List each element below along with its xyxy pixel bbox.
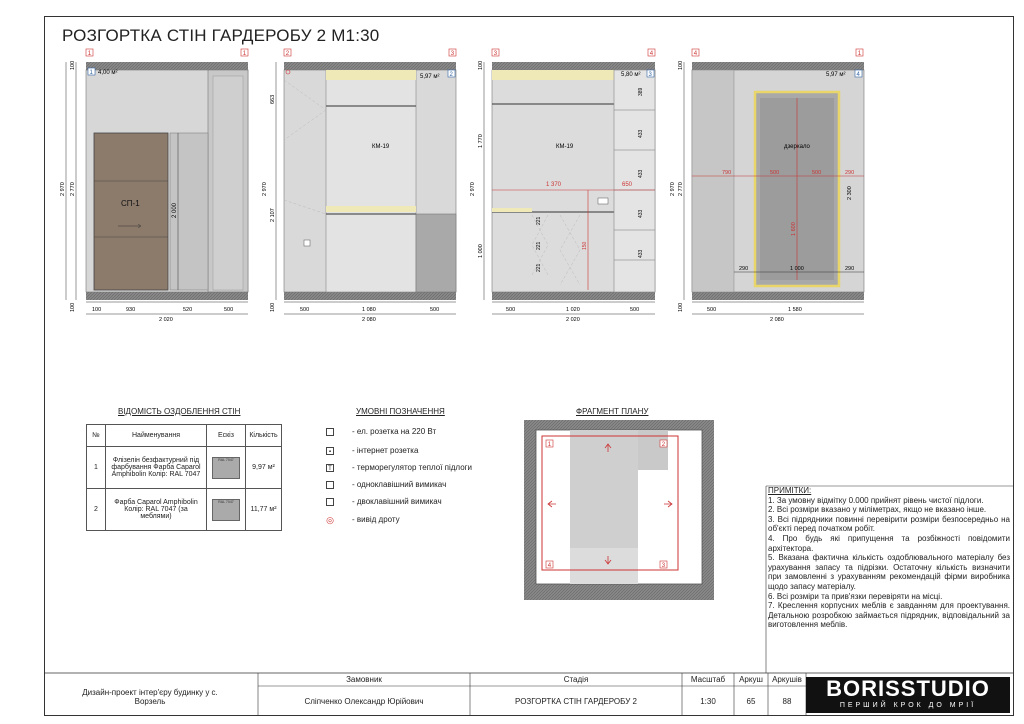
svg-text:100: 100 [92, 307, 102, 313]
svg-text:1 000: 1 000 [478, 244, 484, 258]
svg-text:КМ-19: КМ-19 [372, 144, 390, 150]
svg-text:2: 2 [449, 72, 453, 78]
svg-text:500: 500 [224, 307, 234, 313]
svg-text:2 000: 2 000 [172, 202, 178, 218]
sheet-value: 65 [746, 696, 756, 706]
svg-text:3: 3 [493, 51, 498, 57]
svg-text:290: 290 [845, 170, 855, 176]
svg-text:520: 520 [183, 307, 193, 313]
svg-text:1: 1 [89, 70, 93, 76]
legend-heading: УМОВНІ ПОЗНАЧЕННЯ [356, 407, 445, 416]
svg-text:2 970: 2 970 [670, 182, 676, 196]
legend-item: - ел. розетка на 220 Вт [326, 427, 436, 436]
stage-value: РОЗГОРТКА СТІН ГАРДЕРОБУ 2 [515, 696, 637, 706]
svg-text:1 080: 1 080 [362, 307, 376, 313]
svg-text:1 000: 1 000 [790, 266, 804, 272]
table-row: 1 Флізелін безфактурний під фарбування Фарба Caparol Amphibolin Колір: RAL 7047 RAL 7047 9,97 м² [87, 447, 282, 489]
svg-text:2 770: 2 770 [70, 182, 76, 196]
notes: ПРИМІТКИ: 1. За умовну відмітку 0.000 прийнят рівень чистої підлоги. 2. Всі розміри вказано у міліметрах, якщо не вказано інше. 3. Всі підрядники повинні перевірити розміри безпосередньо на об'єкті перед початком робіт. 4. Про будь які припущення та розбіжності повідомити архітектора. 5. Вказана фактична кількість оздоблювального матеріалу без урахування запасу та підрізки. Остаточну кількість визначити при замовленні з урахуванням рекомендацій фірми виробника щодо запасу матеріалу. 6. Всі розміри та прив'язки перевіряти на місці. 7. Креслення корпусних меблів є завданням для проектування. Детальною розробкою займається підрядник, відповідальний за виготовлення меблів. [768, 486, 1010, 630]
svg-text:290: 290 [845, 266, 855, 272]
svg-text:500: 500 [430, 307, 440, 313]
svg-text:1 020: 1 020 [566, 307, 580, 313]
svg-text:500: 500 [707, 307, 717, 313]
stage-label: Стадія [563, 675, 589, 684]
svg-text:1: 1 [242, 51, 247, 57]
svg-text:100: 100 [270, 302, 276, 312]
svg-text:4: 4 [693, 51, 698, 57]
project-name: Дизайн-проект інтер'єру будинку у с. Ворзель [82, 688, 218, 706]
svg-text:2 300: 2 300 [847, 186, 853, 200]
svg-text:1 580: 1 580 [788, 307, 802, 313]
svg-text:650: 650 [622, 182, 633, 188]
svg-text:2 970: 2 970 [60, 182, 66, 196]
finishes-table: № Найменування Ескіз Кількість 1 Флізелін безфактурний під фарбування Фарба Caparol Amphibolin Колір: RAL 7047 RAL 7047 9,97 м² 2 Фарба Caparol Amphibolin Колір: RAL 7047 (за меблями) RAL 7047 11,77 м² [86, 424, 282, 531]
swatch-ral7047: RAL 7047 [212, 499, 240, 521]
svg-text:1: 1 [857, 51, 862, 57]
plan-heading: ФРАГМЕНТ ПЛАНУ [576, 407, 649, 416]
svg-text:433: 433 [638, 249, 644, 258]
sheet-label: Аркуш [739, 675, 763, 684]
svg-text:389: 389 [638, 87, 644, 96]
sheets-value: 88 [782, 696, 792, 706]
client-label: Замовник [346, 675, 382, 684]
svg-text:2 970: 2 970 [470, 182, 476, 196]
swatch-ral7047: RAL 7047 [212, 457, 240, 479]
svg-text:221: 221 [536, 216, 542, 225]
svg-text:4: 4 [856, 72, 860, 78]
svg-text:3: 3 [450, 51, 455, 57]
wire-outlet-icon: ◎ [326, 514, 334, 525]
svg-text:500: 500 [300, 307, 310, 313]
svg-text:1: 1 [87, 51, 92, 57]
client-name: Сліпченко Олександр Юрійович [304, 696, 424, 706]
svg-text:2 080: 2 080 [770, 317, 784, 323]
svg-text:500: 500 [506, 307, 516, 313]
svg-text:500: 500 [630, 307, 640, 313]
svg-text:2: 2 [661, 442, 666, 448]
svg-text:100: 100 [70, 60, 76, 70]
legend-item: ▪ - інтернет розетка [326, 446, 418, 455]
svg-text:100: 100 [478, 60, 484, 70]
svg-text:5,80 м²: 5,80 м² [621, 72, 641, 78]
svg-text:500: 500 [812, 170, 822, 176]
legend-item: - двоклавішний вимикач [326, 497, 442, 506]
svg-text:1: 1 [547, 442, 552, 448]
svg-text:1 370: 1 370 [546, 182, 562, 188]
internet-socket-icon: ▪ [326, 447, 334, 455]
svg-text:150: 150 [582, 241, 588, 250]
svg-text:100: 100 [70, 302, 76, 312]
legend-item: - одноклавішний вимикач [326, 480, 446, 489]
svg-text:2 020: 2 020 [159, 317, 173, 323]
svg-text:КМ-19: КМ-19 [556, 144, 574, 150]
svg-text:3: 3 [661, 563, 666, 569]
svg-text:500: 500 [770, 170, 780, 176]
svg-text:290: 290 [739, 266, 749, 272]
thermostat-icon: T [326, 464, 334, 472]
svg-text:5,97 м²: 5,97 м² [826, 72, 846, 78]
scale-label: Масштаб [690, 675, 726, 684]
scale-value: 1:30 [700, 696, 716, 706]
svg-text:930: 930 [126, 307, 136, 313]
legend-item: T - терморегулятор теплої підлоги [326, 463, 472, 472]
table-row: 2 Фарба Caparol Amphibolin Колір: RAL 7047 (за меблями) RAL 7047 11,77 м² [87, 489, 282, 531]
door-label: СП-1 [121, 199, 140, 208]
svg-text:4: 4 [547, 563, 552, 569]
svg-text:221: 221 [536, 241, 542, 250]
svg-text:5,97 м²: 5,97 м² [420, 74, 440, 80]
svg-text:100: 100 [678, 60, 684, 70]
svg-text:433: 433 [638, 129, 644, 138]
svg-text:1 600: 1 600 [791, 222, 797, 236]
svg-text:2 107: 2 107 [270, 208, 276, 222]
svg-text:433: 433 [638, 169, 644, 178]
svg-text:790: 790 [722, 170, 732, 176]
svg-text:2 080: 2 080 [362, 317, 376, 323]
finishes-heading: ВІДОМІСТЬ ОЗДОБЛЕННЯ СТІН [118, 407, 241, 416]
svg-text:221: 221 [536, 263, 542, 272]
svg-text:663: 663 [270, 94, 276, 104]
svg-text:1 770: 1 770 [478, 134, 484, 148]
svg-text:2 970: 2 970 [262, 182, 268, 196]
svg-text:4,00 м²: 4,00 м² [98, 70, 118, 76]
svg-text:2 020: 2 020 [566, 317, 580, 323]
page-title: РОЗГОРТКА СТІН ГАРДЕРОБУ 2 М1:30 [62, 26, 380, 45]
svg-text:дзеркало: дзеркало [784, 144, 810, 150]
svg-text:2 770: 2 770 [678, 182, 684, 196]
svg-text:433: 433 [638, 209, 644, 218]
svg-text:2: 2 [285, 51, 290, 57]
svg-text:3: 3 [648, 72, 652, 78]
studio-logo: BORISSTUDIO ПЕРШИЙ КРОК ДО МРІЇ [806, 677, 1010, 713]
svg-text:100: 100 [678, 302, 684, 312]
svg-text:4: 4 [649, 51, 654, 57]
sheets-label: Аркушів [772, 675, 802, 684]
legend-item: ◎ - вивід дроту [326, 514, 400, 525]
